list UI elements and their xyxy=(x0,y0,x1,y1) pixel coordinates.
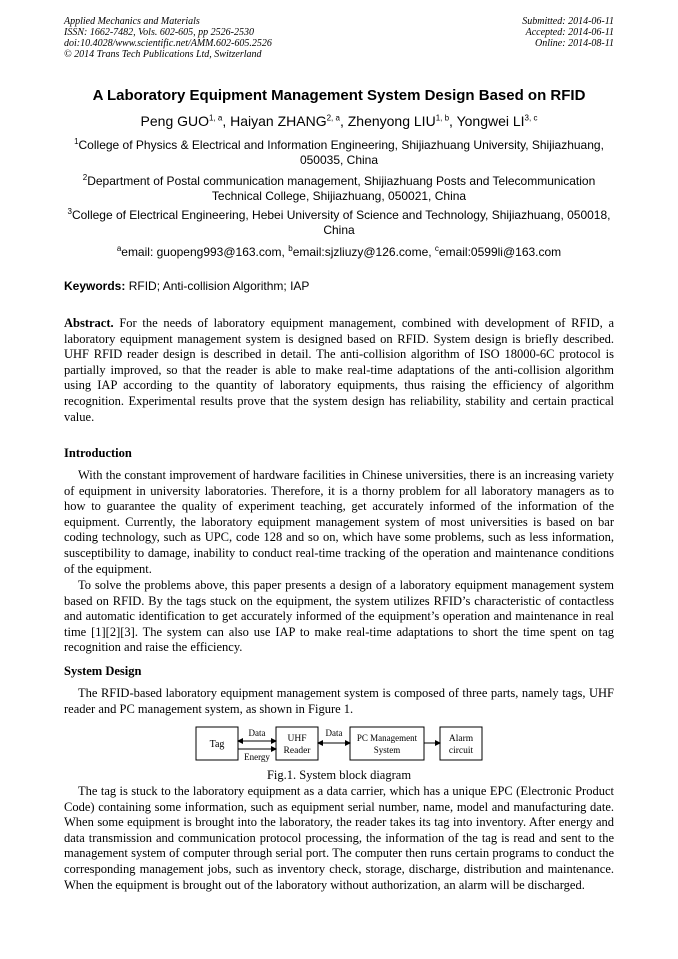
date-submitted: Submitted: 2014-06-11 xyxy=(522,16,614,27)
system-design-paragraph-1: The RFID-based laboratory equipment management system is composed of three parts, namely tags, UHF reader and PC management system, as shown in Figure 1. xyxy=(64,686,614,716)
date-accepted: Accepted: 2014-06-11 xyxy=(525,27,614,38)
affiliation-text: Department of Postal communication management, Shijiazhuang Posts and Telecommunication Technical College, Shijiazhuang, 050021, China xyxy=(87,174,596,203)
journal-copyright: © 2014 Trans Tech Publications Ltd, Switzerland xyxy=(64,49,262,60)
affiliation-text: College of Physics & Electrical and Information Engineering, Shijiazhuang University, Shijiazhuang, 050035, China xyxy=(78,138,604,167)
author-list xyxy=(40,113,638,130)
pc-management-label-2: System xyxy=(373,745,401,755)
block-diagram-svg xyxy=(190,724,490,768)
keywords-label: Keywords: xyxy=(64,279,126,293)
journal-issn: ISSN: 1662-7482, Vols. 602-605, pp 2526-2530 xyxy=(64,27,254,38)
uhf-reader-label-2: Reader xyxy=(283,746,311,756)
system-design-paragraph-2: The tag is stuck to the laboratory equipment as a data carrier, which has a unique EPC (Electronic Product Code) containing some information, such as equipment serial number, name, model and manufacturing date. When some equipment is brought into the laboratory, the reader takes its tag into inventory. After energy and data transmission and communication protocol processing, the information of the tag is read and sent to the management system of computer through serial port. The computer then runs certain programs to conduct the corresponding management jobs, such as inventory check, storage, discharge, distribution and maintenance. When the equipment is brought out of the laboratory without authorization, an alarm will be discharged. xyxy=(64,784,614,892)
dates-header xyxy=(522,16,614,49)
author-separator: , xyxy=(339,113,348,129)
tag-label: Tag xyxy=(209,739,225,750)
energy-label: Energy xyxy=(244,752,270,762)
affiliation-superscript: 3 xyxy=(67,207,72,216)
abstract xyxy=(64,316,614,425)
author-name: Peng GUO xyxy=(140,113,210,129)
author-separator: , xyxy=(222,113,231,129)
author-superscript: 1, a xyxy=(209,113,223,123)
affiliation-2 xyxy=(64,174,614,204)
affiliation-1 xyxy=(64,138,614,168)
system-block-diagram xyxy=(190,724,490,768)
keywords xyxy=(64,279,309,294)
introduction-paragraph-2: To solve the problems above, this paper presents a design of a laboratory equipment management system based on RFID. By the tags stuck on the equipment, the system utilizes RFID’s characteristic of contactless and automatic identification to get accurately informed of the equipment’s operation and maintenance in real time [1][2][3]. The system can also use IAP to make real-time adaptations to short the time spent on tag recognition and raise the efficiency. xyxy=(64,578,614,655)
author-superscript: 2, a xyxy=(326,113,340,123)
system-design-heading: System Design xyxy=(64,664,142,678)
email-superscript: b xyxy=(288,244,293,253)
journal-name: Applied Mechanics and Materials xyxy=(64,16,200,27)
date-online: Online: 2014-08-11 xyxy=(535,38,614,49)
paper-title: A Laboratory Equipment Management System Design Based on RFID xyxy=(92,87,586,104)
email-superscript: c xyxy=(434,244,439,253)
email-line xyxy=(64,245,614,260)
journal-header xyxy=(64,16,272,60)
email-b: email:sjzliuzy@126.come, xyxy=(292,245,435,259)
abstract-label: Abstract. xyxy=(64,316,114,330)
uhf-reader-label-1: UHF xyxy=(287,734,307,744)
email-superscript: a xyxy=(116,244,122,253)
author-name: Yongwei LI xyxy=(456,113,525,129)
alarm-circuit-label-2: circuit xyxy=(448,746,474,756)
affiliation-superscript: 2 xyxy=(82,173,88,182)
author-name: Zhenyong LIU xyxy=(347,113,436,129)
author-name: Haiyan ZHANG xyxy=(230,113,327,129)
pc-management-block xyxy=(350,727,424,760)
abstract-text: For the needs of laboratory equipment management, combined with development of RFID, a laboratory equipment management system is designed based on RFID. System design is briefly described. UHF RFID reader design is described in detail. The anti-collision algorithm of ISO 18000-6C protocol is partially improved, so that the reader is able to make real-time adaptations of the anti-collision algorithm using IAP according to the quantity of laboratory equipments, thus raising the efficiency of algorithm recognition. Experimental results prove that the system design has reliability, stability and certain practical value. xyxy=(64,316,614,424)
affiliation-superscript: 1 xyxy=(74,137,79,146)
author-superscript: 3, c xyxy=(524,113,538,123)
author-separator: , xyxy=(449,113,457,129)
journal-doi: doi:10.4028/www.scientific.net/AMM.602-605.2526 xyxy=(64,38,272,49)
alarm-circuit-label-1: Alarm xyxy=(448,734,474,744)
keywords-text: RFID; Anti-collision Algorithm; IAP xyxy=(128,279,310,293)
pc-management-label-1: PC Management xyxy=(356,733,418,743)
data-label-2: Data xyxy=(325,728,343,738)
affiliation-text: College of Electrical Engineering, Hebei University of Science and Technology, Shijiazhuang, 050018, China xyxy=(71,208,611,237)
figure-caption: Fig.1. System block diagram xyxy=(266,768,412,782)
email-c: email:0599li@163.com xyxy=(438,245,562,259)
email-a: email: guopeng993@163.com, xyxy=(121,245,289,259)
affiliation-3 xyxy=(64,208,614,238)
author-superscript: 1, b xyxy=(435,113,450,123)
data-label-1: Data xyxy=(248,728,266,738)
introduction-paragraph-1: With the constant improvement of hardware facilities in Chinese universities, there is an increasing variety of equipment in university laboratories. Therefore, it is a thorny problem for all laboratory managers as to how to guarantee the quality of experiment teaching, get accurately informed of the information of the equipment. Currently, the laboratory equipment management system of most universities is based on bar coding technology, such as UPC, code 128 and so on, which have some problems, such as less information, susceptibility to damage, inability to conduct real-time tracking of the operation and maintenance conditions of the equipment. xyxy=(64,468,614,576)
introduction-heading: Introduction xyxy=(64,446,132,460)
